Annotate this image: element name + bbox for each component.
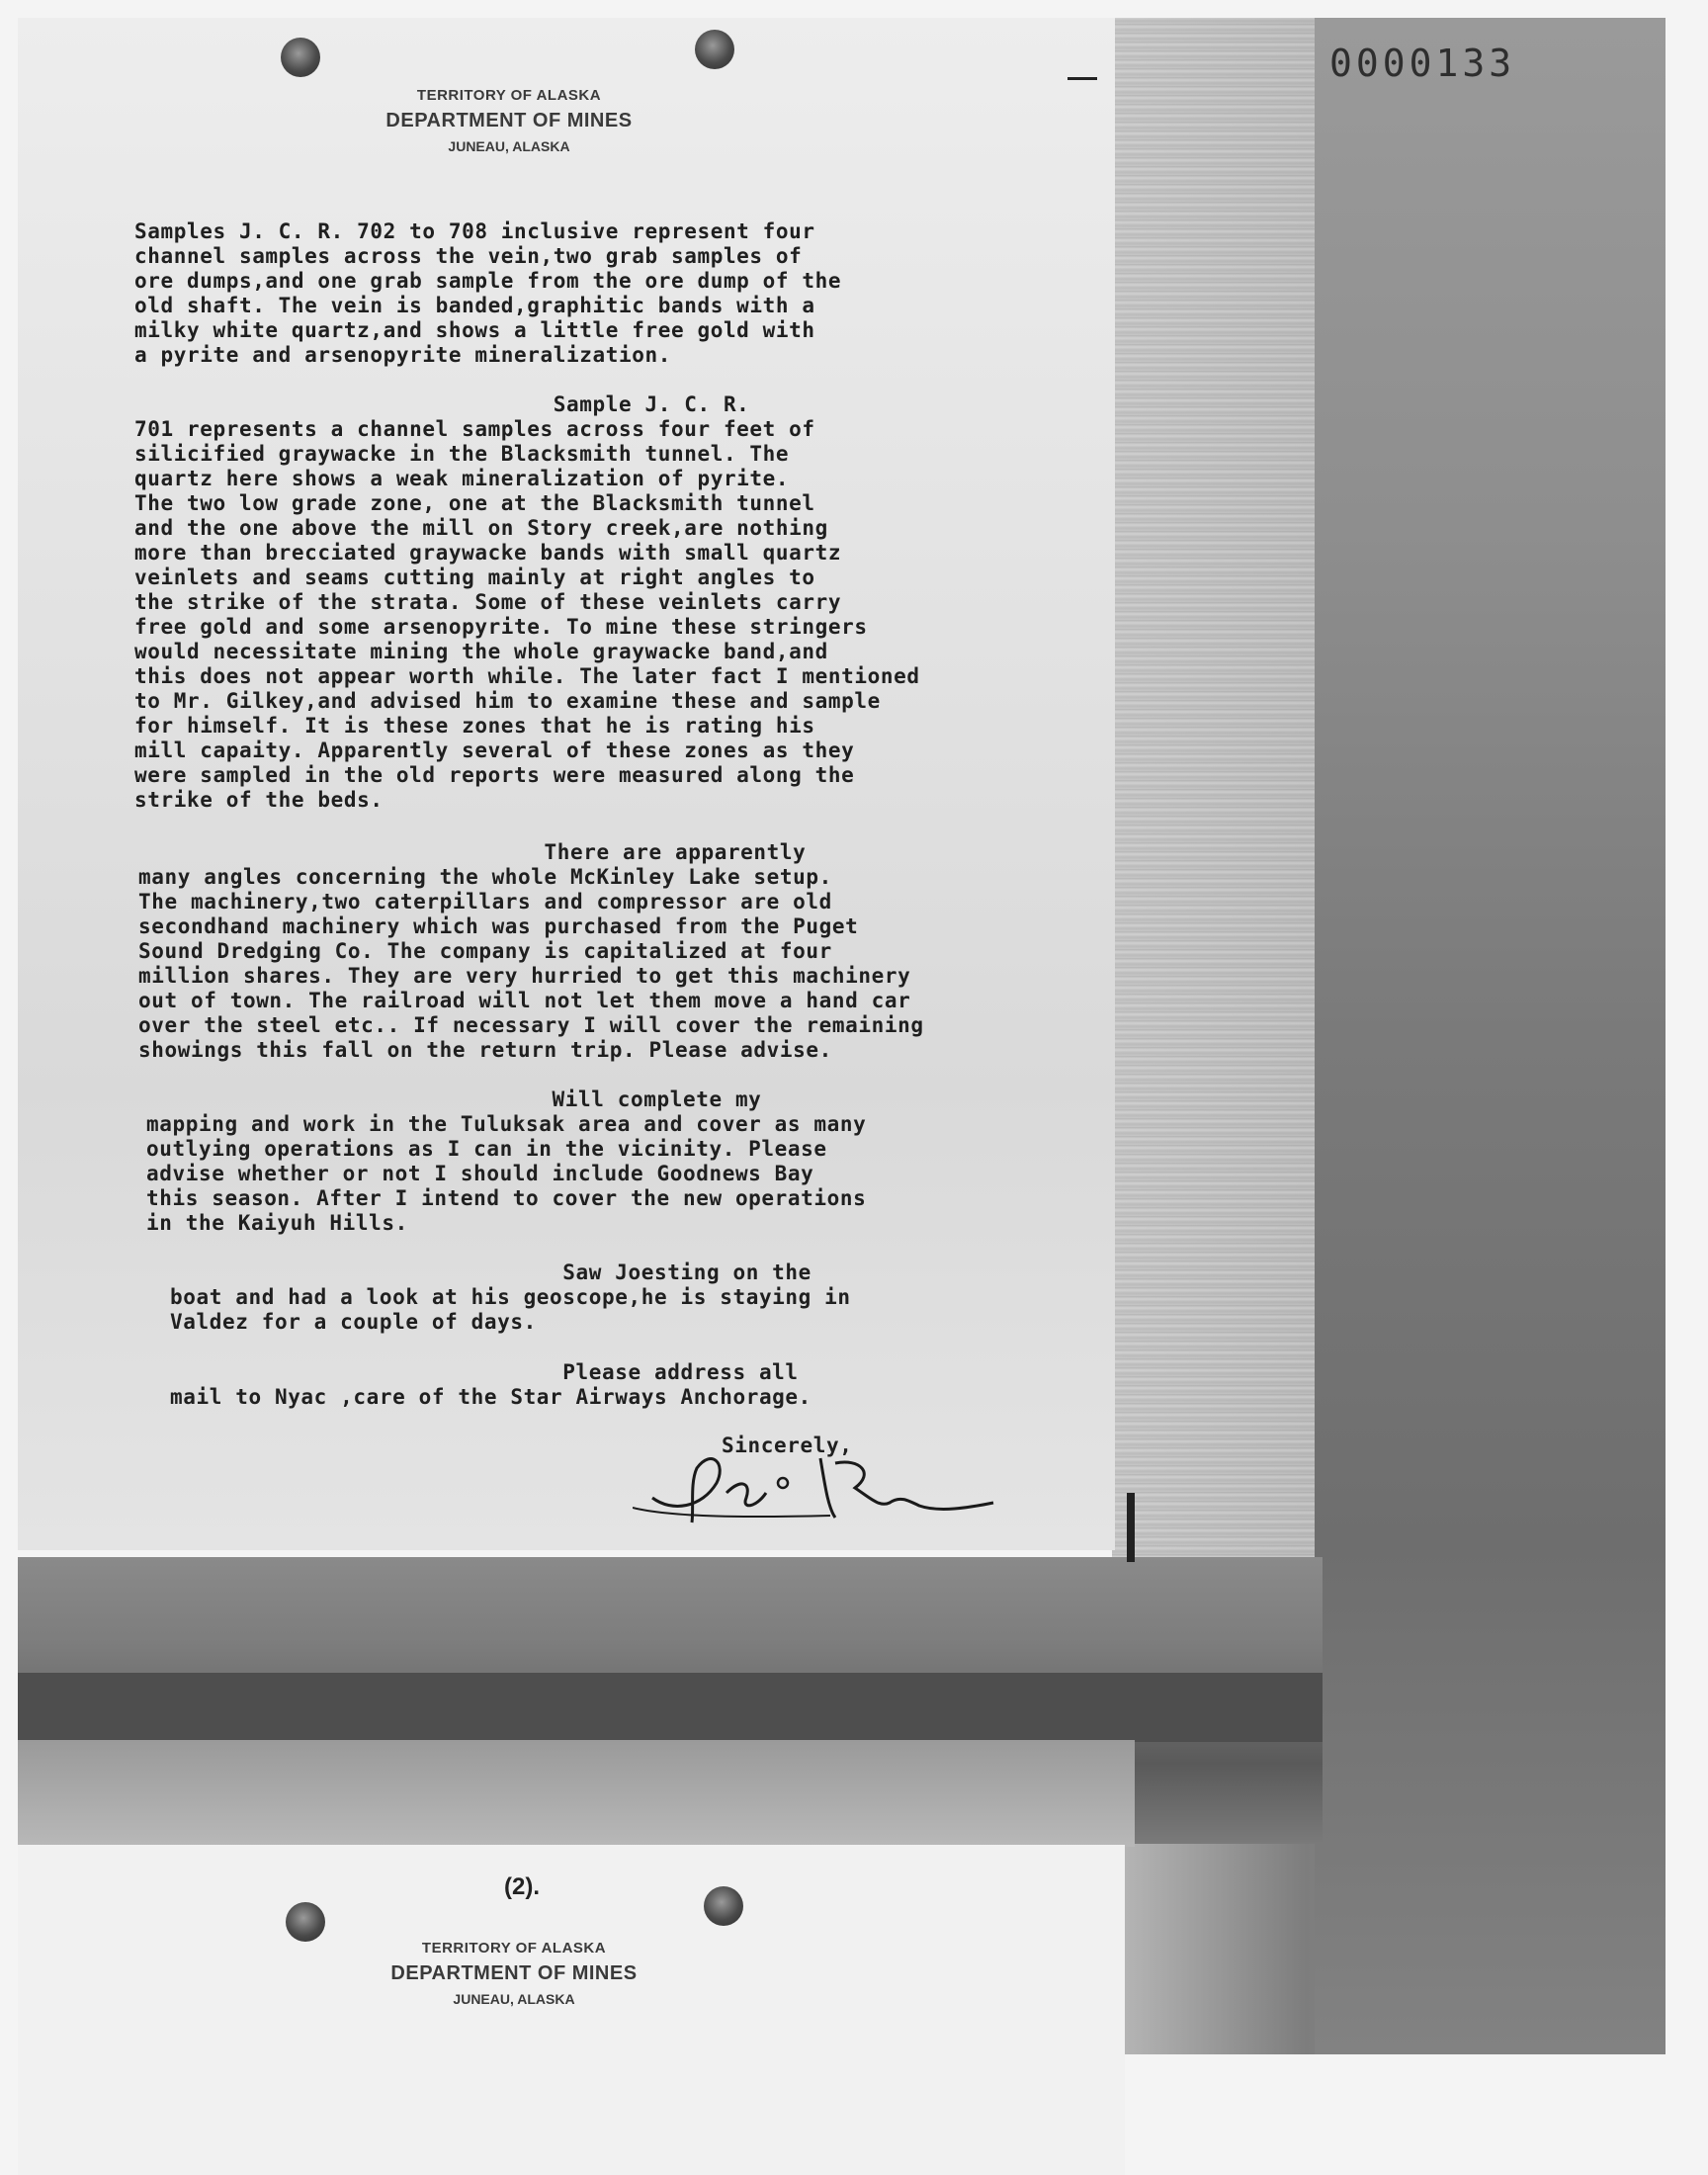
- photocopy-mark: [1068, 77, 1097, 80]
- letterhead-department: DEPARTMENT OF MINES: [385, 110, 633, 131]
- paragraph-sample-701: Sample J. C. R. 701 represents a channel samples across four feet of silicified graywacke in the Blacksmith tunnel. The quartz here shows a weak mineralization of pyrite. The two low grade zone, one at the Blacksmith tunnel and the one above the mill on Story creek,are nothing more than brecciated graywacke bands with small quartz veinlets and seams cutting mainly at right angles to the strike of the strata. Some of these veinlets carry free gold and some arsenopyrite. To mine these stringers would necessitate mining the whole graywacke band,and this does not appear worth while. The later fact I mentioned to Mr. Gilkey,and advised him to examine these and sample for himself. It is these zones that he is rating his mill capaity. Apparently several of these zones as they were sampled in the old reports were measured along the strike of the beds.: [134, 392, 920, 812]
- letterhead-city: JUNEAU, ALASKA: [448, 138, 570, 154]
- paragraph-tuluksak: Will complete my mapping and work in the Tuluksak area and cover as many outlying operations as I can in the vicinity. Please advise whether or not I should include Goodnews Bay this season. After I intend to cover the new operations in the Kaiyuh Hills.: [146, 1088, 867, 1235]
- letterhead-territory: TERRITORY OF ALASKA: [416, 87, 602, 104]
- punch-hole-icon: [695, 30, 734, 69]
- closing-salutation: Sincerely,: [722, 1434, 853, 1457]
- photocopy-grey-stripe: [18, 1740, 1135, 1847]
- document-stamp-number: 0000133: [1329, 42, 1516, 85]
- photocopy-mark: [1127, 1493, 1135, 1562]
- letterhead-top: [277, 87, 741, 154]
- punch-hole-icon: [281, 38, 320, 77]
- letterhead-city: JUNEAU, ALASKA: [453, 1991, 575, 2007]
- letterhead-bottom: [282, 1940, 746, 2007]
- punch-hole-icon: [704, 1886, 743, 1926]
- paragraph-mckinley-lake: There are apparently many angles concerning the whole McKinley Lake setup. The machinery,two caterpillars and compressor are old secondhand machinery which was purchased from the Puget Sound Dredging Co. The company is capitalized at four million shares. They are very hurried to get this machinery out of town. The railroad will not let them move a hand car over the steel etc.. If necessary I will cover the remaining showings this fall on the return trip. Please advise.: [138, 840, 924, 1062]
- photocopy-noise-strip: [1112, 18, 1315, 1679]
- photocopy-dark-band-right-inner: [1315, 18, 1665, 2054]
- photocopy-dark-stripe: [18, 1673, 1323, 1742]
- letterhead-department: DEPARTMENT OF MINES: [390, 1962, 638, 1984]
- paragraph-joesting: Saw Joesting on the boat and had a look at his geoscope,he is staying in Valdez for a couple of days.: [170, 1261, 851, 1334]
- next-page-top: [18, 1845, 1125, 2175]
- page-number: (2).: [504, 1873, 540, 1900]
- punch-hole-icon: [286, 1902, 325, 1942]
- paragraph-samples-702-708: Samples J. C. R. 702 to 708 inclusive represent four channel samples across the vein,two grab samples of ore dumps,and one grab sample from the ore dump of the old shaft. The vein is banded,graphitic bands with a milky white quartz,and shows a little free gold with a pyrite and arsenopyrite mineralization.: [134, 219, 842, 367]
- handwritten-signature: [633, 1438, 998, 1527]
- paragraph-mail-address: Please address all mail to Nyac ,care of the Star Airways Anchorage.: [170, 1360, 811, 1409]
- letterhead-territory: TERRITORY OF ALASKA: [421, 1940, 607, 1957]
